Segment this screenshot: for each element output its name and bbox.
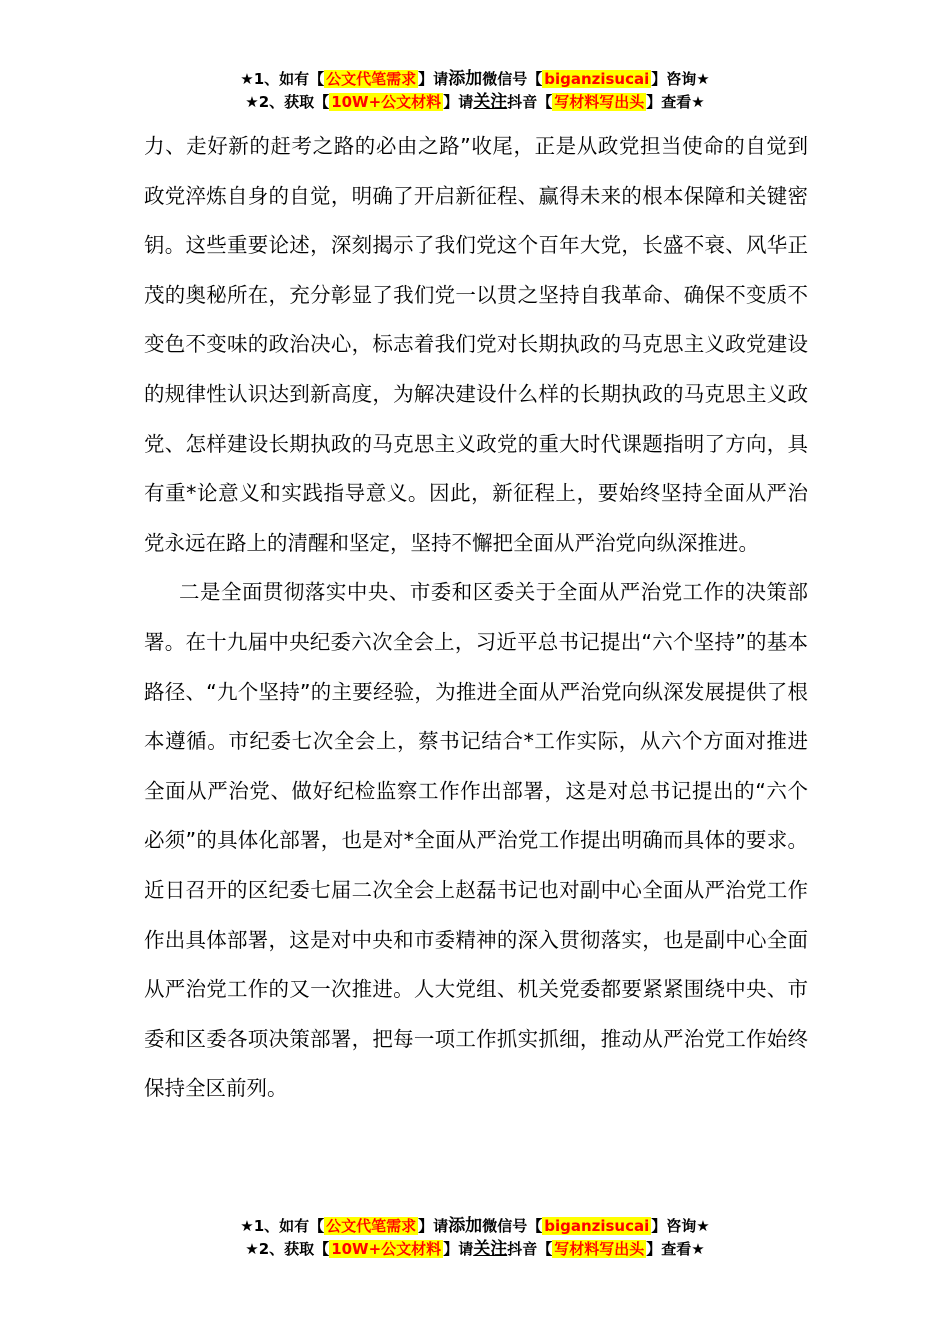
banner-emphasis: 添加 <box>448 69 483 89</box>
banner-text: 】查看★ <box>646 93 705 111</box>
banner-line-2 <box>0 91 950 114</box>
banner-emphasis: 关注 <box>473 92 508 112</box>
banner-text: 微信号【 <box>482 1217 543 1235</box>
wechat-id-highlight: biganzisucai <box>544 70 650 88</box>
header-banner <box>0 68 950 114</box>
banner-text: 】咨询★ <box>651 70 710 88</box>
highlight-label: 公文代笔需求 <box>326 70 417 88</box>
banner-line-2 <box>0 1238 950 1261</box>
banner-text: 】咨询★ <box>651 1217 710 1235</box>
banner-text: 】请 <box>418 70 449 88</box>
banner-text: 】查看★ <box>646 1240 705 1258</box>
banner-emphasis: 关注 <box>473 1239 508 1259</box>
highlight-label: 10W+公文材料 <box>331 1240 442 1258</box>
banner-text: 】请 <box>443 1240 474 1258</box>
highlight-label: 公文代笔需求 <box>326 1217 417 1235</box>
banner-text: 】请 <box>443 93 474 111</box>
wechat-id-highlight: biganzisucai <box>544 1217 650 1235</box>
highlight-label: 10W+公文材料 <box>331 93 442 111</box>
banner-text: ★2、获取【 <box>245 93 330 111</box>
banner-text: ★2、获取【 <box>245 1240 330 1258</box>
banner-text: 抖音【 <box>507 93 553 111</box>
paragraph: 力、走好新的赶考之路的必由之路”收尾，正是从政党担当使命的自觉到政党淬炼自身的自觉，明确了开启新征程、赢得未来的根本保障和关键密钥。这些重要论述，深刻揭示了我们党这个百年大党，长盛不衰、风华正茂的奥秘所在，充分彰显了我们党一以贯之坚持自我革命、确保不变质不变色不变味的政治决心，标志着我们党对长期执政的马克思主义政党建设的规律性认识达到新高度，为解决建设什么样的长期执政的马克思主义政党、怎样建设长期执政的马克思主义政党的重大时代课题指明了方向，具有重*论意义和实践指导意义。因此，新征程上，要始终坚持全面从严治党永远在路上的清醒和坚定，坚持不懈把全面从严治党向纵深推进。 <box>144 134 808 555</box>
banner-line-1 <box>0 68 950 91</box>
douyin-id-highlight: 写材料写出头 <box>554 93 645 111</box>
banner-text: 抖音【 <box>507 1240 553 1258</box>
footer-banner <box>0 1215 950 1261</box>
paragraph: 二是全面贯彻落实中央、市委和区委关于全面从严治党工作的决策部署。在十九届中央纪委六次全会上，习近平总书记提出“六个坚持”的基本路径、“九个坚持”的主要经验，为推进全面从严治党向纵深发展提供了根本遵循。市纪委七次全会上，蔡书记结合*工作实际，从六个方面对推进全面从严治党、做好纪检监察工作作出部署，这是对总书记提出的“六个必须”的具体化部署，也是对*全面从严治党工作提出明确而具体的要求。近日召开的区纪委七届二次全会上赵磊书记也对副中心全面从严治党工作作出具体部署，这是对中央和市委精神的深入贯彻落实，也是副中心全面从严治党工作的又一次推进。人大党组、机关党委都要紧紧围绕中央、市委和区委各项决策部署，把每一项工作抓实抓细，推动从严治党工作始终保持全区前列。 <box>144 580 808 1101</box>
douyin-id-highlight: 写材料写出头 <box>554 1240 645 1258</box>
banner-text: ★1、如有【 <box>240 1217 325 1235</box>
banner-text: 】请 <box>418 1217 449 1235</box>
banner-emphasis: 添加 <box>448 1216 483 1236</box>
document-body <box>144 122 808 1114</box>
banner-text: ★1、如有【 <box>240 70 325 88</box>
banner-text: 微信号【 <box>482 70 543 88</box>
banner-line-1 <box>0 1215 950 1238</box>
